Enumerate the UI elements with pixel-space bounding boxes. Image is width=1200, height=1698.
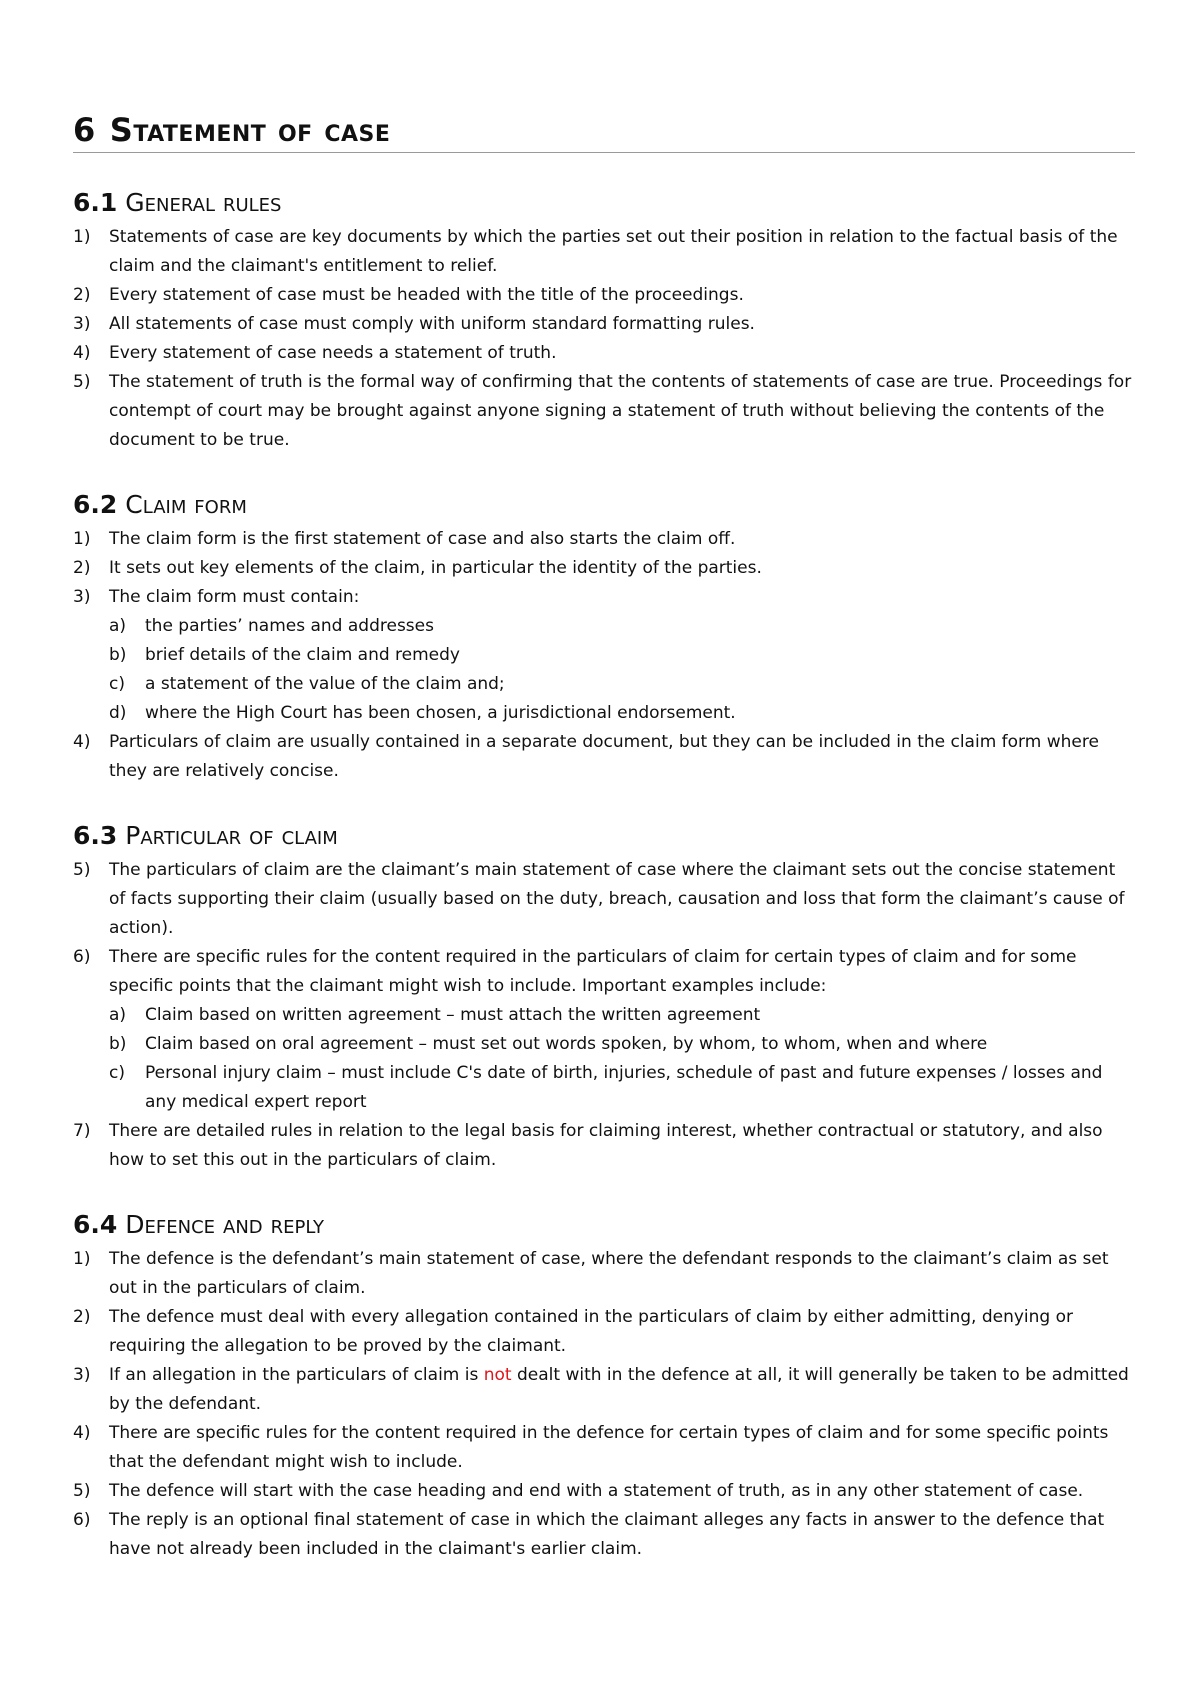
sub-list-item-text: brief details of the claim and remedy bbox=[145, 645, 460, 665]
section-title-text: Particular of claim bbox=[125, 821, 338, 850]
list-item-text: There are specific rules for the content required in the defence for certain types of claim and for some specific points that the defendant might wish to include. bbox=[109, 1423, 1109, 1472]
list-item-text: It sets out key elements of the claim, in particular the identity of the parties. bbox=[109, 558, 762, 578]
list-item bbox=[73, 281, 1135, 310]
list-item bbox=[73, 1303, 1135, 1361]
section-title-text: Claim form bbox=[125, 490, 247, 519]
section-number: 6.3 bbox=[73, 821, 118, 850]
sub-list-item bbox=[109, 612, 1135, 641]
sub-list-marker: c) bbox=[109, 674, 125, 694]
chapter-title-text: Statement of case bbox=[109, 111, 391, 149]
chapter-title bbox=[73, 110, 1135, 153]
sub-list-marker: d) bbox=[109, 703, 127, 723]
list-item-text-before: If an allegation in the particulars of claim is bbox=[109, 1365, 484, 1385]
sub-list-item bbox=[109, 670, 1135, 699]
list-marker: 3) bbox=[73, 1365, 91, 1385]
list-item bbox=[73, 1245, 1135, 1303]
list-item bbox=[73, 223, 1135, 281]
sub-list-item bbox=[109, 1030, 1135, 1059]
list-item bbox=[73, 1506, 1135, 1564]
section-heading bbox=[73, 1209, 1135, 1241]
list-marker: 2) bbox=[73, 1307, 91, 1327]
list-marker: 2) bbox=[73, 558, 91, 578]
sub-list-item-text: the parties’ names and addresses bbox=[145, 616, 434, 636]
numbered-list bbox=[73, 525, 1135, 786]
numbered-list bbox=[73, 223, 1135, 455]
list-item-text: The defence is the defendant’s main statement of case, where the defendant responds to the claimant’s claim as set out in the particulars of claim. bbox=[109, 1249, 1109, 1298]
sub-list bbox=[109, 612, 1135, 728]
sub-list-marker: b) bbox=[109, 1034, 127, 1054]
list-marker: 4) bbox=[73, 343, 91, 363]
list-marker: 4) bbox=[73, 732, 91, 752]
list-item bbox=[73, 1477, 1135, 1506]
list-item bbox=[73, 339, 1135, 368]
section-claim-form bbox=[73, 489, 1135, 786]
list-item-text: The defence must deal with every allegation contained in the particulars of claim by either admitting, denying or requiring the allegation to be proved by the claimant. bbox=[109, 1307, 1073, 1356]
list-item-text-after: dealt with in the defence at all, it will generally be taken to be admitted by the defendant. bbox=[109, 1365, 1129, 1414]
list-marker: 1) bbox=[73, 227, 91, 247]
sub-list-marker: c) bbox=[109, 1063, 125, 1083]
list-item bbox=[73, 1117, 1135, 1175]
section-number: 6.1 bbox=[73, 188, 118, 217]
document-page bbox=[73, 110, 1135, 1564]
section-defence-and-reply bbox=[73, 1209, 1135, 1564]
list-marker: 5) bbox=[73, 860, 91, 880]
section-heading bbox=[73, 820, 1135, 852]
chapter-number: 6 bbox=[73, 111, 96, 149]
list-item-text: There are specific rules for the content required in the particulars of claim for certain types of claim and for some specific points that the claimant might wish to include. Important examples include: bbox=[109, 947, 1077, 996]
list-marker: 2) bbox=[73, 285, 91, 305]
list-item-text: The claim form is the first statement of case and also starts the claim off. bbox=[109, 529, 736, 549]
sub-list-item-text: a statement of the value of the claim and; bbox=[145, 674, 505, 694]
list-item-text: The defence will start with the case heading and end with a statement of truth, as in any other statement of case. bbox=[109, 1481, 1084, 1501]
section-general-rules bbox=[73, 187, 1135, 455]
sub-list-item-text: Claim based on oral agreement – must set out words spoken, by whom, to whom, when and where bbox=[145, 1034, 988, 1054]
list-item-text: All statements of case must comply with uniform standard formatting rules. bbox=[109, 314, 755, 334]
sub-list-marker: a) bbox=[109, 616, 127, 636]
sub-list-item bbox=[109, 1001, 1135, 1030]
sub-list-marker: b) bbox=[109, 645, 127, 665]
sub-list-marker: a) bbox=[109, 1005, 127, 1025]
section-title-text: General rules bbox=[125, 188, 282, 217]
list-marker: 5) bbox=[73, 372, 91, 392]
list-item bbox=[73, 583, 1135, 728]
list-marker: 5) bbox=[73, 1481, 91, 1501]
list-marker: 4) bbox=[73, 1423, 91, 1443]
sub-list-item-text: where the High Court has been chosen, a jurisdictional endorsement. bbox=[145, 703, 736, 723]
list-marker: 3) bbox=[73, 587, 91, 607]
sub-list-item bbox=[109, 641, 1135, 670]
list-item-text: The particulars of claim are the claimant’s main statement of case where the claimant sets out the concise statement of facts supporting their claim (usually based on the duty, breach, causation and loss that form the claimant’s cause of action). bbox=[109, 860, 1125, 938]
list-item-text: Every statement of case must be headed with the title of the proceedings. bbox=[109, 285, 744, 305]
list-item bbox=[73, 525, 1135, 554]
numbered-list bbox=[73, 1245, 1135, 1564]
list-item-text: Every statement of case needs a statement of truth. bbox=[109, 343, 557, 363]
section-title-text: Defence and reply bbox=[125, 1210, 324, 1239]
section-heading bbox=[73, 187, 1135, 219]
list-item bbox=[73, 856, 1135, 943]
list-marker: 3) bbox=[73, 314, 91, 334]
sub-list-item-text: Personal injury claim – must include C's date of birth, injuries, schedule of past and future expenses / losses and any medical expert report bbox=[145, 1063, 1103, 1112]
list-marker: 1) bbox=[73, 1249, 91, 1269]
list-item-text: The statement of truth is the formal way of confirming that the contents of statements of case are true. Proceedings for contempt of court may be brought against anyone signing a statement of truth without believing the contents of the document to be true. bbox=[109, 372, 1132, 450]
sub-list bbox=[109, 1001, 1135, 1117]
list-item bbox=[73, 728, 1135, 786]
sub-list-item bbox=[109, 699, 1135, 728]
list-item-text: Particulars of claim are usually contained in a separate document, but they can be included in the claim form where they are relatively concise. bbox=[109, 732, 1099, 781]
list-marker: 6) bbox=[73, 1510, 91, 1530]
section-number: 6.4 bbox=[73, 1210, 118, 1239]
list-marker: 7) bbox=[73, 1121, 91, 1141]
section-number: 6.2 bbox=[73, 490, 118, 519]
section-heading bbox=[73, 489, 1135, 521]
list-item-text: Statements of case are key documents by which the parties set out their position in relation to the factual basis of the claim and the claimant's entitlement to relief. bbox=[109, 227, 1118, 276]
sub-list-item-text: Claim based on written agreement – must attach the written agreement bbox=[145, 1005, 761, 1025]
list-item-text: There are detailed rules in relation to the legal basis for claiming interest, whether contractual or statutory, and also how to set this out in the particulars of claim. bbox=[109, 1121, 1103, 1170]
list-item bbox=[73, 310, 1135, 339]
list-item bbox=[73, 1361, 1135, 1419]
section-particular-of-claim bbox=[73, 820, 1135, 1175]
list-marker: 1) bbox=[73, 529, 91, 549]
list-item bbox=[73, 368, 1135, 455]
numbered-list bbox=[73, 856, 1135, 1175]
list-item-text: The claim form must contain: bbox=[109, 587, 360, 607]
list-marker: 6) bbox=[73, 947, 91, 967]
list-item bbox=[73, 554, 1135, 583]
list-item bbox=[73, 1419, 1135, 1477]
list-item bbox=[73, 943, 1135, 1117]
sub-list-item bbox=[109, 1059, 1135, 1117]
emphasis-not: not bbox=[483, 1365, 512, 1385]
list-item-text: The reply is an optional final statement of case in which the claimant alleges any facts in answer to the defence that have not already been included in the claimant's earlier claim. bbox=[109, 1510, 1105, 1559]
